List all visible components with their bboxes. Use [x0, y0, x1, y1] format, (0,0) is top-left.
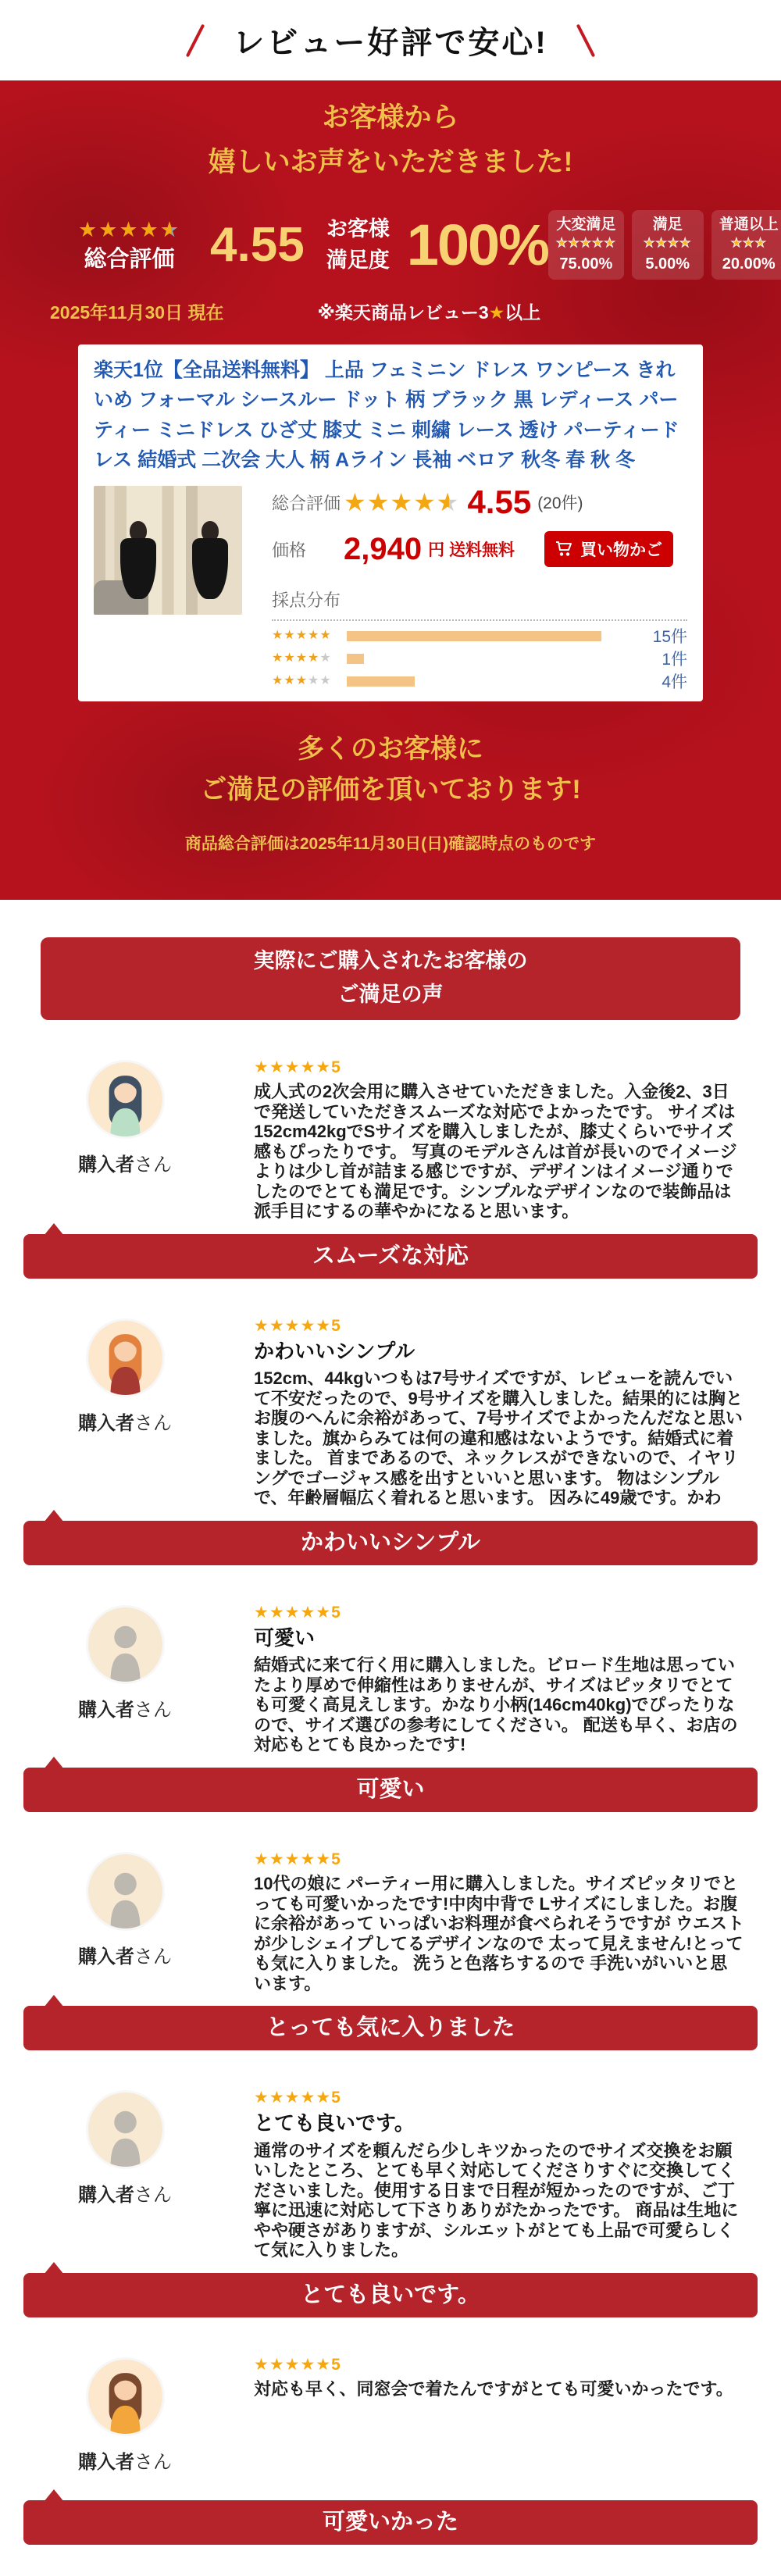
review-text: 結婚式に来て行く用に購入しました。ビロード生地は思っていたより厚めで伸縮性はありませんが、サイズはピッタリでとても可愛く高見えします。かなり小柄(146cm40kg)でぴったりなので、サイズ選びの参考にしてください。 配送も早く、お店の対応もとても良かったです! [254, 1655, 738, 1755]
cart-icon [555, 541, 574, 558]
satisfaction-label [326, 214, 390, 275]
review-body [254, 1059, 744, 1222]
distribution-bar [347, 631, 601, 641]
review-item [23, 2089, 758, 2317]
reviewer-avatar [88, 1062, 162, 1136]
reviews-section-heading [41, 937, 740, 1020]
satisfaction-breakdown-boxes [548, 210, 781, 280]
decorative-slash-left-icon [186, 23, 205, 57]
review-summary-banner: とても良いです。 [23, 2273, 758, 2317]
review-body [254, 1604, 744, 1755]
reviewer-name: 購入者さん [78, 1946, 172, 1968]
box-label: 大変満足 [556, 216, 616, 233]
reviewer-block [70, 1059, 180, 1222]
review-body [254, 1318, 744, 1508]
box-label: 普通以上 [719, 216, 779, 233]
hero-heading-line2: 嬉しいお声をいただきました! [208, 147, 573, 177]
model-silhouette [116, 521, 161, 615]
review-body [254, 2089, 744, 2260]
satisfaction-value: 100% [406, 212, 548, 277]
review-item [23, 1604, 758, 1812]
satisfaction-label-line2: 満足度 [326, 248, 390, 272]
product-card-body [94, 483, 687, 691]
overall-rating-row [78, 210, 779, 280]
four-stars-icon: ★★★★★ [272, 651, 332, 665]
bar-track [347, 654, 636, 664]
section-heading-line2: ご満足の声 [337, 983, 444, 1006]
box-percent: 75.00% [559, 255, 613, 273]
distribution-row-5-stars [272, 628, 687, 644]
box-stars-icon: ★★★★ [644, 237, 692, 250]
review-stars-icon: ★★★★★5 [254, 2355, 341, 2374]
product-price-row [272, 531, 687, 567]
breakdown-box-very-satisfied [548, 210, 624, 280]
reviewer-avatar [88, 1854, 162, 1928]
reviewer-name: 購入者さん [78, 1154, 172, 1176]
distribution-row-4-stars [272, 651, 687, 669]
three-stars-icon: ★★★★★ [272, 674, 332, 687]
review-summary-banner: スムーズな対応 [23, 1234, 758, 1279]
product-title-link[interactable]: 楽天1位【全品送料無料】 上品 フェミニン ドレス ワンピース きれいめ フォーマル シースルー ドット 柄 ブラック 黒 レディース パーティー ミニドレス ひざ丈 膝丈 ミニ 刺繍 レース 透け パーティードレス 結婚式 二次会 大人 柄 Aライン 長袖 ベロア 秋冬 春 秋 冬 [94, 359, 679, 471]
overall-score: 4.55 [210, 217, 305, 272]
five-stars-icon: ★★★★★ [272, 629, 332, 642]
rating-label: 総合評価 [272, 493, 341, 513]
overall-stars-block [78, 219, 180, 271]
review-text: 通常のサイズを頼んだら少しキツかったのでサイズ交換をお願いしたところ、とても早く対応してくださりすぐに交換してくださいました。使用する日まで日程が短かったのですが、ご丁寧に迅速に対応して下さりありがたかったです。 商品は生地にやや硬さがありますが、シルエットがとても上品で可愛らしくて気に入りました。 [254, 2140, 739, 2260]
price-unit-shipping: 円 送料無料 [428, 541, 515, 559]
review-stars-icon: ★★★★★5 [254, 1603, 341, 1622]
reviewer-name: 購入者さん [78, 1699, 172, 1721]
reviewer-avatar [88, 2093, 162, 2167]
review-stars-icon: ★★★★★5 [254, 1058, 341, 1076]
review-summary-banner: 可愛い [23, 1768, 758, 1812]
breakdown-box-average-or-above [711, 210, 781, 280]
box-percent: 20.00% [722, 255, 776, 273]
product-rating-row [272, 483, 687, 520]
reviewer-name: 購入者さん [78, 2185, 172, 2207]
distribution-label: 採点分布 [272, 590, 341, 610]
rating-as-of-date: 2025年11月30日 現在 [50, 302, 224, 323]
hero-footnote: 商品総合評価は2025年11月30日(日)確認時点のものです [184, 835, 597, 853]
review-summary-banner: かわいいシンプル [23, 1521, 758, 1565]
distribution-count[interactable]: 1件 [662, 651, 687, 669]
overall-rating-label: 総合評価 [84, 246, 175, 272]
price-label: 価格 [272, 540, 307, 560]
review-stars-icon: ★★★★★5 [254, 1316, 341, 1335]
reviewer-block [70, 1318, 180, 1508]
review-title: かわいいシンプル [254, 1339, 415, 1363]
review-summary-banner: 可愛いかった [23, 2500, 758, 2545]
half-star-icon: ★ ★ [160, 219, 180, 241]
review-item [23, 2357, 758, 2545]
review-body [254, 2357, 744, 2488]
bar-track [347, 631, 636, 641]
overall-stars-icon: ★★★★★ ★ [78, 219, 180, 241]
breakdown-box-satisfied [632, 210, 704, 280]
product-card [78, 344, 703, 701]
reviewer-block [70, 2357, 180, 2488]
reviewer-name: 購入者さん [78, 2451, 172, 2473]
distribution-bar [347, 676, 415, 687]
product-stars-icon: ★★★★★ ★ [344, 490, 459, 515]
reviewer-avatar [88, 2360, 162, 2434]
reviewer-avatar [88, 1321, 162, 1395]
box-stars-icon: ★★★★★ [555, 237, 616, 250]
reviewer-block [70, 1604, 180, 1755]
reviewer-block [70, 2089, 180, 2260]
review-criteria-note: ※楽天商品レビュー3★以上 [317, 302, 541, 323]
review-text: 対応も早く、同窓会で着たんですがとても可愛いかったです。 [254, 2378, 733, 2399]
review-title: とても良いです。 [254, 2111, 415, 2135]
add-to-cart-button[interactable] [544, 531, 673, 567]
bar-track [347, 676, 636, 687]
product-image [94, 486, 242, 615]
half-star-icon: ★ ★ [437, 490, 460, 515]
review-summary-banner: とっても気に入りました [23, 2006, 758, 2050]
dotted-divider [272, 619, 687, 621]
review-item [23, 1318, 758, 1565]
product-rating-score: 4.55 [467, 483, 532, 520]
review-text: 成人式の2次会用に購入させていただきました。入金後2、3日で発送していただきスムーズな対応でよかったです。 サイズは152cm42kgでSサイズを購入しましたが、膝丈くらいでサイズ感もぴったりです。 写真のモデルさんは首が長いのでイメージよりは少し首が詰まる感じですが、デザインはイメージ通りでしたのでとても満足です。シンプルなデザインなので装飾品は派手目にするの華やかになると思います。 [254, 1082, 737, 1222]
box-percent: 5.00% [645, 255, 690, 273]
distribution-count[interactable]: 4件 [662, 673, 687, 691]
review-body [254, 1851, 744, 1993]
model-silhouette [187, 521, 233, 615]
review-stars-icon: ★★★★★5 [254, 1850, 341, 1868]
hero-footer-line1: 多くのお客様に [298, 734, 483, 764]
distribution-count[interactable]: 15件 [652, 628, 687, 646]
reviewer-avatar [88, 1607, 162, 1682]
page-header [0, 0, 781, 80]
distribution-row-3-stars [272, 673, 687, 689]
decorative-slash-right-icon [576, 23, 594, 57]
reviewer-block [70, 1851, 180, 1993]
review-title: 可愛い [254, 1625, 316, 1650]
cart-button-label: 買い物かご [580, 541, 662, 559]
reviews-section [0, 900, 781, 2576]
product-review-count[interactable]: (20件) [537, 494, 583, 512]
hero-footer-line2: ご満足の評価を頂いております! [200, 775, 581, 805]
review-text: 152cm、44kgいつもは7号サイズですが、レビューを読んでいて不安だったので、9号サイズを購入しました。結果的には胸とお腹のへんに余裕があって、7号サイズでよかったんだなと思いました。旗からみては何の違和感はないようです。結婚式に着ました。 首まであるので、ネックレスができないので、イヤリングでゴージャス感を出すといいと思います。 物はシンプルで、年齢層幅広く着れると思います。 因みに49歳です。かわ [254, 1368, 744, 1508]
satisfaction-label-line1: お客様 [326, 217, 390, 241]
box-stars-icon: ★★★ [730, 237, 767, 250]
review-text: 10代の娘に パーティー用に購入しました。サイズピッタリでとっても可愛いかったです!中肉中背で Lサイズにしました。お腹に余裕があって いっぱいお料理が食べられそうですが ウエストが少しシェイプしてるデザインなので 太って見えません!とっても気に入りました。 洗うと色落ちするので 手洗いがいいと思います。 [254, 1873, 745, 1993]
review-item [23, 1851, 758, 2050]
hero-banner [0, 80, 781, 900]
hero-dates-row [50, 298, 781, 324]
hero-heading-line1: お客様から [322, 102, 459, 133]
page-title: レビュー好評で安心! [233, 26, 548, 60]
review-item [23, 1059, 758, 1279]
distribution-bar [347, 654, 364, 664]
box-label: 満足 [652, 216, 683, 233]
review-stars-icon: ★★★★★5 [254, 2089, 341, 2107]
section-heading-line1: 実際にご購入されたお客様の [253, 949, 528, 972]
price-value: 2,940 [344, 532, 423, 566]
star-icon: ★ [488, 302, 505, 323]
product-details [272, 483, 687, 691]
reviewer-name: 購入者さん [78, 1412, 172, 1434]
